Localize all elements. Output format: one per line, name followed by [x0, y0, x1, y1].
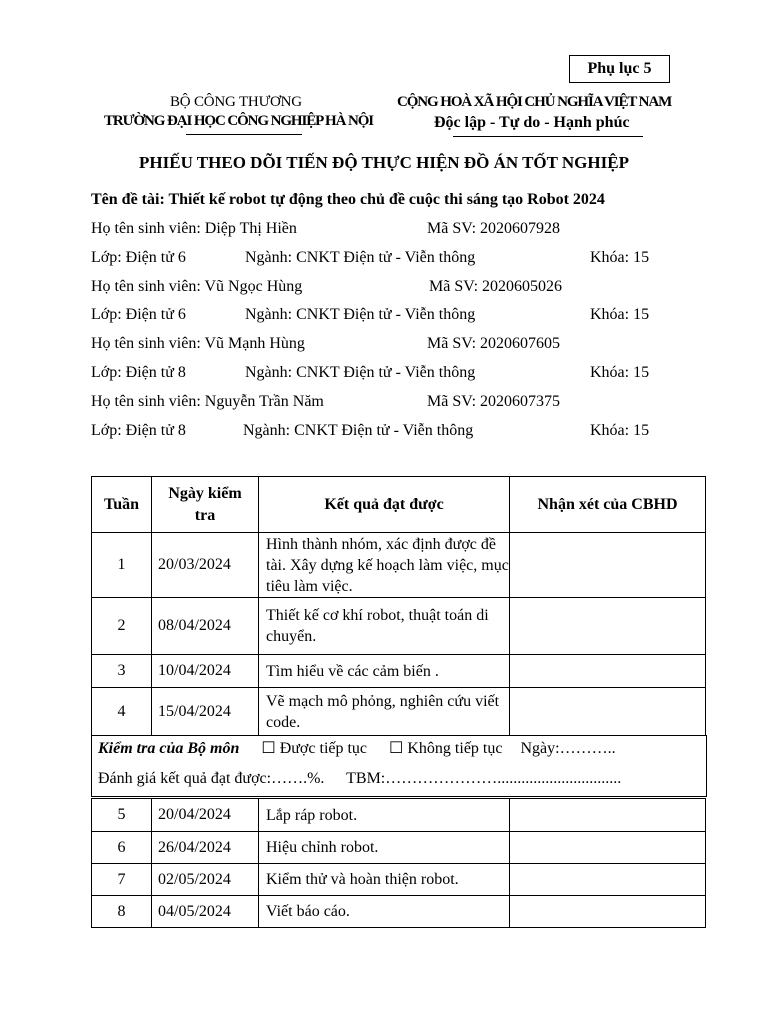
- header-date: Ngày kiểm tra: [152, 477, 259, 533]
- student-class: Lớp: Điện tử 8: [91, 364, 186, 381]
- student-major: Ngành: CNKT Điện tử - Viễn thông: [245, 364, 476, 381]
- checkpoint-date: Ngày:………..: [520, 740, 616, 757]
- student-class: Lớp: Điện tử 6: [91, 306, 186, 323]
- student-name: Họ tên sinh viên: Vũ Mạnh Hùng: [91, 335, 305, 352]
- table-row: [92, 799, 706, 832]
- table-row: [92, 688, 706, 737]
- continue-checkbox[interactable]: ☐ Được tiếp tục: [261, 740, 368, 757]
- student-major: Ngành: CNKT Điện tử - Viễn thông: [243, 422, 474, 439]
- comment-cell[interactable]: [510, 655, 706, 688]
- university-underline: [186, 134, 302, 135]
- student-name: Họ tên sinh viên: Diệp Thị Hiền: [91, 220, 297, 237]
- tbm-signature-field: TBM:…………………...............................: [346, 770, 622, 787]
- result-cell: Kiểm thử và hoàn thiện robot.: [259, 864, 510, 896]
- student-course: Khóa: 15: [590, 422, 650, 439]
- table-header-row: [92, 477, 706, 533]
- result-cell: Vẽ mạch mô phỏng, nghiên cứu viết code.: [259, 688, 510, 737]
- document-title: PHIẾU THEO DÕI TIẾN ĐỘ THỰC HIỆN ĐỒ ÁN TỐT NGHIỆP: [139, 153, 629, 172]
- result-cell: Lắp ráp robot.: [259, 799, 510, 832]
- student-class: Lớp: Điện tử 6: [91, 249, 186, 266]
- table-row: [92, 598, 706, 655]
- table-row: [92, 896, 706, 928]
- date-cell: 04/05/2024: [152, 896, 259, 928]
- student-id: Mã SV: 2020607605: [427, 335, 561, 352]
- student-id: Mã SV: 2020607928: [427, 220, 561, 237]
- header-week: Tuần: [92, 477, 152, 533]
- student-id: Mã SV: 2020605026: [429, 278, 563, 295]
- thesis-topic: Tên đề tài: Thiết kế robot tự động theo chủ đề cuộc thi sáng tạo Robot 2024: [91, 191, 605, 208]
- student-name: Họ tên sinh viên: Vũ Ngọc Hùng: [91, 278, 303, 295]
- appendix-label: Phụ lục 5: [569, 55, 670, 83]
- evaluation-field: Đánh giá kết quả đạt được:…….%.: [98, 770, 325, 787]
- comment-cell[interactable]: [510, 896, 706, 928]
- week-cell: 6: [92, 832, 152, 864]
- student-major: Ngành: CNKT Điện tử - Viễn thông: [245, 306, 476, 323]
- comment-cell[interactable]: [510, 864, 706, 896]
- header-result: Kết quả đạt được: [259, 477, 510, 533]
- week-cell: 2: [92, 598, 152, 655]
- week-cell: 3: [92, 655, 152, 688]
- student-course: Khóa: 15: [590, 364, 650, 381]
- date-cell: 15/04/2024: [152, 688, 259, 737]
- republic-name: CỘNG HOÀ XÃ HỘI CHỦ NGHĨA VIỆT NAM: [397, 94, 672, 110]
- national-motto: Độc lập - Tự do - Hạnh phúc: [434, 114, 630, 131]
- comment-cell[interactable]: [510, 533, 706, 598]
- result-cell: Tìm hiểu về các cảm biến .: [259, 655, 510, 688]
- student-id: Mã SV: 2020607375: [427, 393, 561, 410]
- stop-checkbox[interactable]: ☐ Không tiếp tục: [389, 740, 503, 757]
- department-checkpoint: [91, 735, 707, 797]
- week-cell: 8: [92, 896, 152, 928]
- comment-cell[interactable]: [510, 688, 706, 737]
- student-course: Khóa: 15: [590, 306, 650, 323]
- result-cell: Thiết kế cơ khí robot, thuật toán di chuyển.: [259, 598, 510, 655]
- student-course: Khóa: 15: [590, 249, 650, 266]
- university-name: TRƯỜNG ĐẠI HỌC CÔNG NGHIỆP HÀ NỘI: [104, 113, 373, 129]
- table-row: [92, 864, 706, 896]
- result-cell: Hình thành nhóm, xác định được đề tài. Xây dựng kế hoạch làm việc, mục tiêu làm việc.: [259, 533, 510, 598]
- motto-underline: [453, 136, 643, 137]
- week-cell: 4: [92, 688, 152, 737]
- student-name: Họ tên sinh viên: Nguyễn Trần Năm: [91, 393, 324, 410]
- comment-cell[interactable]: [510, 598, 706, 655]
- ministry-name: BỘ CÔNG THƯƠNG: [170, 94, 302, 110]
- table-row: [92, 655, 706, 688]
- week-cell: 5: [92, 799, 152, 832]
- date-cell: 02/05/2024: [152, 864, 259, 896]
- progress-table: [91, 476, 706, 928]
- date-cell: 20/03/2024: [152, 533, 259, 598]
- student-class: Lớp: Điện tử 8: [91, 422, 186, 439]
- result-cell: Hiệu chỉnh robot.: [259, 832, 510, 864]
- comment-cell[interactable]: [510, 832, 706, 864]
- student-major: Ngành: CNKT Điện tử - Viễn thông: [245, 249, 476, 266]
- header-comment: Nhận xét của CBHD: [510, 477, 706, 533]
- week-cell: 7: [92, 864, 152, 896]
- checkpoint-label: Kiểm tra của Bộ môn: [98, 740, 240, 757]
- table-row: [92, 832, 706, 864]
- comment-cell[interactable]: [510, 799, 706, 832]
- table-row: [92, 533, 706, 598]
- week-cell: 1: [92, 533, 152, 598]
- result-cell: Viết báo cáo.: [259, 896, 510, 928]
- date-cell: 08/04/2024: [152, 598, 259, 655]
- date-cell: 20/04/2024: [152, 799, 259, 832]
- date-cell: 26/04/2024: [152, 832, 259, 864]
- date-cell: 10/04/2024: [152, 655, 259, 688]
